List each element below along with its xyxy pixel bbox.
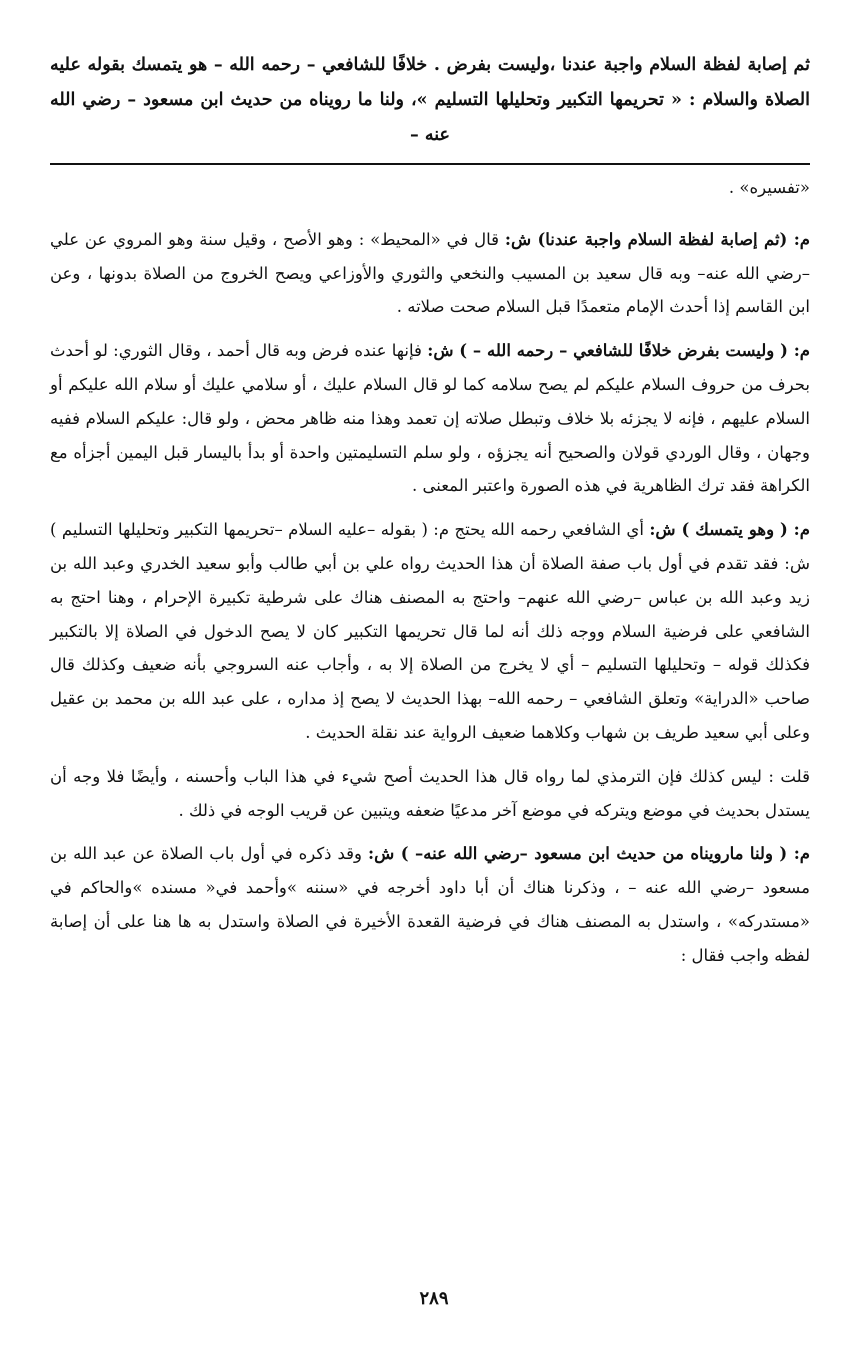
paragraph-text: أي الشافعي رحمه الله يحتج م: ( بقوله –عليه السلام –تحريمها التكبير وتحليلها التسليم ) ش: فقد تقدم في أول باب صفة الصلاة أن هذا الحديث رواه علي بن أبي طالب وأبو سعيد الخدري وعبد الله بن زيد وعبد الله بن عباس –رضي الله عنهم– واحتج به المصنف هناك على شرطية تكبيرة الإحرام ، وهنا احتج به الشافعي على فرضية السلام ووجه ذلك أنه لما قال تحريمها التكبير كان لا يصح الدخول في الصلاة إلا بالتكبير فكذلك قوله – وتحليلها التسليم – أي لا يخرج من الصلاة إلا به ، وأجاب عنه السروجي بأنه ضعيف وكذلك قال صاحب «الدراية» وتعلق الشافعي – رحمه الله– بهذا الحديث لا يصح إذ مداره ، على عبد الله بن محمد بن عقيل وعلى أبي سعيد طريف بن شهاب وكلاهما ضعيف الرواية عند نقلة الحديث .	[50, 520, 810, 742]
paragraph-1	[50, 171, 810, 205]
paragraph-text: فإنها عنده فرض وبه قال أحمد ، وقال الثوري: لو أحدث بحرف من حروف السلام عليكم لم يصح سلامه كما لو قال السلام عليك ، أو سلامي عليك أو سلام الله عليكم أو السلام عليهم ، فإنه لا يجزئه بلا خلاف وتبطل صلاته إن تعمد وهذا منه ظاهر محض ، ولو قال: عليكم السلام ففيه وجهان ، وقال الوردي قولان والصحيح أنه يجزؤه ، ولو سلم التسليمتين واحدة أو بدأ باليسار قبل اليمين أجزأه مع الكراهة فقد ترك الظاهرية في هذه الصورة واعتبر المعنى .	[50, 341, 810, 496]
commentary	[50, 171, 810, 973]
paragraph-lead: م: (ثم إصابة لفظة السلام واجبة عندنا) ش:	[504, 229, 811, 249]
paragraph-lead: م: ( ولنا مارويناه من حديث ابن مسعود –رضي الله عنه– ) ش:	[368, 844, 811, 864]
page-number: ٢٨٩	[419, 1288, 449, 1309]
paragraph-lead: م: ( وهو يتمسك ) ش:	[649, 520, 810, 540]
paragraph-text: وقد ذكره في أول باب الصلاة عن عبد الله بن مسعود –رضي الله عنه – ، وذكرنا هناك أن أبا داود أخرجه في «سننه »وأحمد في« مسنده »والحاكم في «مستدركه» ، واستدل به المصنف هناك في فرضية القعدة الأخيرة في الصلاة واستدل به ها هنا على أن إصابة لفظه واجب فقال :	[50, 844, 810, 965]
paragraph-5	[50, 760, 810, 828]
separator-rule	[50, 163, 810, 165]
paragraph-text: قلت : ليس كذلك فإن الترمذي لما رواه قال هذا الحديث أصح شيء في هذا الباب وأحسنه ، وأيضًا فلا وجه أن يستدل بحديث في موضع ويتركه في موضع آخر مدعيًا ضعفه ويتبين عن قريب الوجه في ذلك .	[50, 766, 810, 820]
paragraph-2	[50, 223, 810, 324]
matn-text: ثم إصابة لفظة السلام واجبة عندنا ،وليست بفرض . خلافًا للشافعي – رحمه الله – هو يتمسك بقوله عليه الصلاة والسلام : « تحريمها التكبير وتحليلها التسليم »، ولنا ما رويناه من حديث ابن مسعود – رضي الله عنه –	[50, 55, 810, 145]
paragraph-text: «تفسيره» .	[728, 178, 810, 197]
paragraph-3	[50, 334, 810, 503]
paragraph-4	[50, 513, 810, 750]
paragraph-lead: م: ( وليست بفرض خلافًا للشافعي – رحمه الله – ) ش:	[427, 341, 811, 361]
paragraph-text: قال في «المحيط» : وهو الأصح ، وقيل سنة وهو المروي عن علي –رضي الله عنه– وبه قال سعيد بن المسيب والنخعي والثوري والأوزاعي ويصح الخروج من الصلاة بدونها ، وعن ابن القاسم إذا أحدث الإمام متعمدًا قبل السلام صحت صلاته .	[50, 229, 810, 317]
paragraph-6	[50, 837, 810, 972]
